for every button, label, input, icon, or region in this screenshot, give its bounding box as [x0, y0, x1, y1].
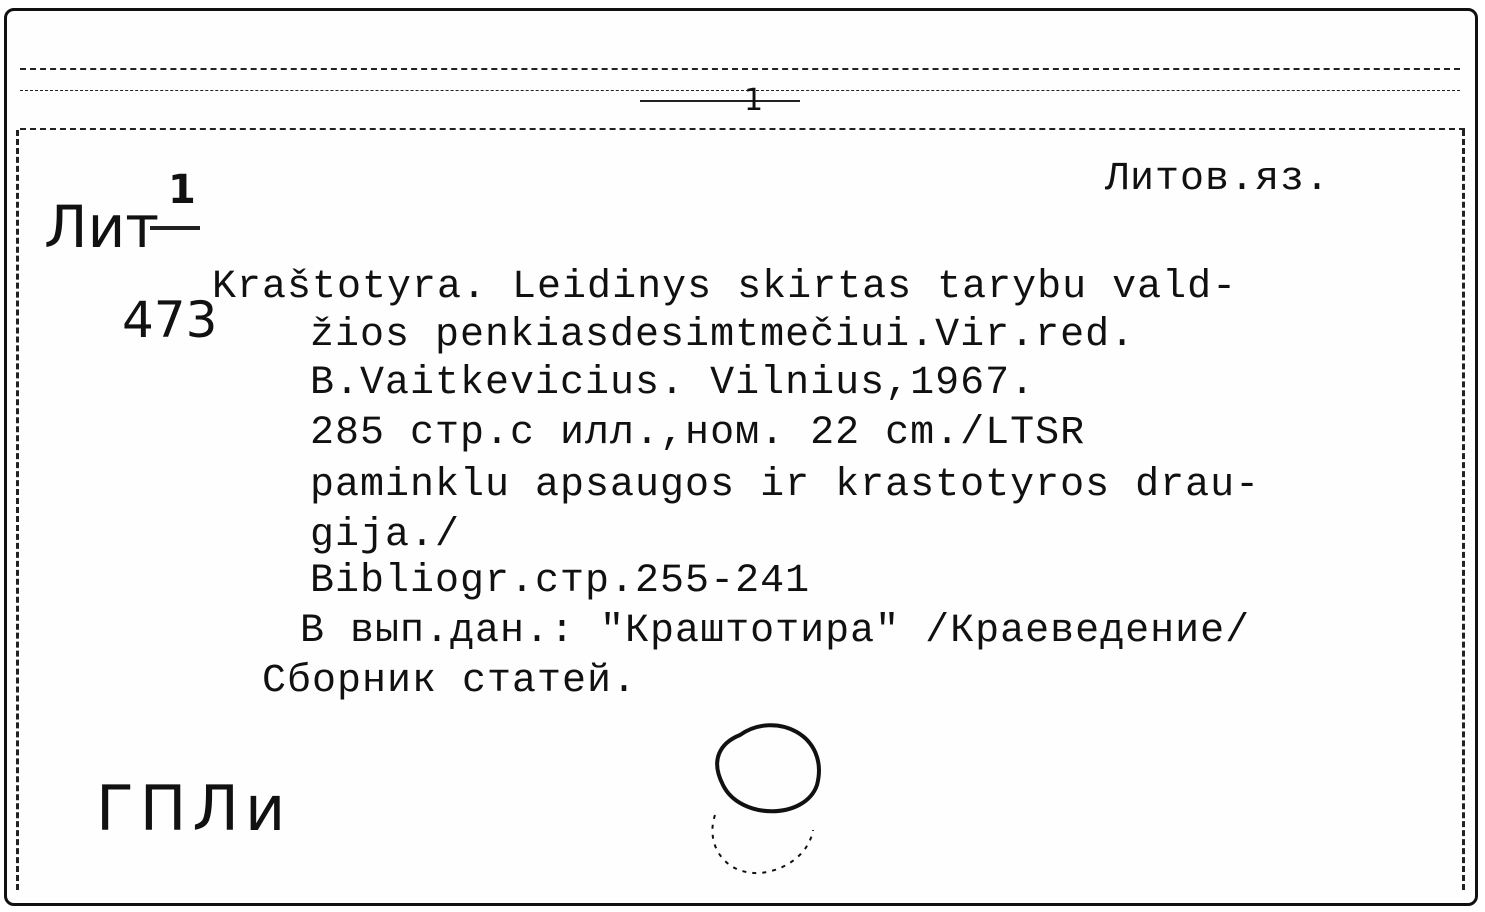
- entry-line-2: žios penkiasdesimtmečiui.Vir.red.: [310, 313, 1136, 358]
- right-margin-line: [1462, 130, 1465, 890]
- left-margin-line: [16, 130, 19, 890]
- center-dash: [640, 100, 800, 102]
- shelfmark-number: 473: [122, 291, 218, 349]
- entry-line-6: gija./: [310, 513, 461, 558]
- entry-line-7: Bibliogr.стр.255-241: [310, 559, 811, 604]
- stamp-oval-lower: [712, 815, 813, 873]
- header-rule: [20, 128, 1465, 130]
- entry-line-1: Kraštotyra. Leidinys skirtas tarybu vald-: [212, 265, 1238, 310]
- entry-line-5: paminklu apsaugos ir krastotyros drau-: [310, 463, 1261, 508]
- shelfmark-superscript: 1: [168, 167, 196, 213]
- entry-line-9: Сборник статей.: [262, 659, 638, 704]
- stamp-oval-upper: [717, 725, 819, 811]
- entry-line-3: B.Vaitkevicius. Vilnius,1967.: [310, 361, 1036, 406]
- library-mark: ГПЛи: [96, 772, 292, 845]
- entry-line-4: 285 стр.с илл.,ном. 22 cm./LTSR: [310, 411, 1086, 456]
- card-top-mark: 1: [744, 83, 764, 118]
- shelfmark-fraction-bar: [150, 226, 200, 230]
- top-dashed-rule: [20, 68, 1460, 70]
- top-dashed-rule-2: [20, 90, 1460, 91]
- entry-line-8: В вып.дан.: "Краштотира" /Краеведение/: [300, 609, 1251, 654]
- stamp-oval: [705, 715, 835, 885]
- subject-heading: Литов.яз.: [1105, 157, 1331, 202]
- shelfmark-prefix: Лит: [44, 193, 160, 261]
